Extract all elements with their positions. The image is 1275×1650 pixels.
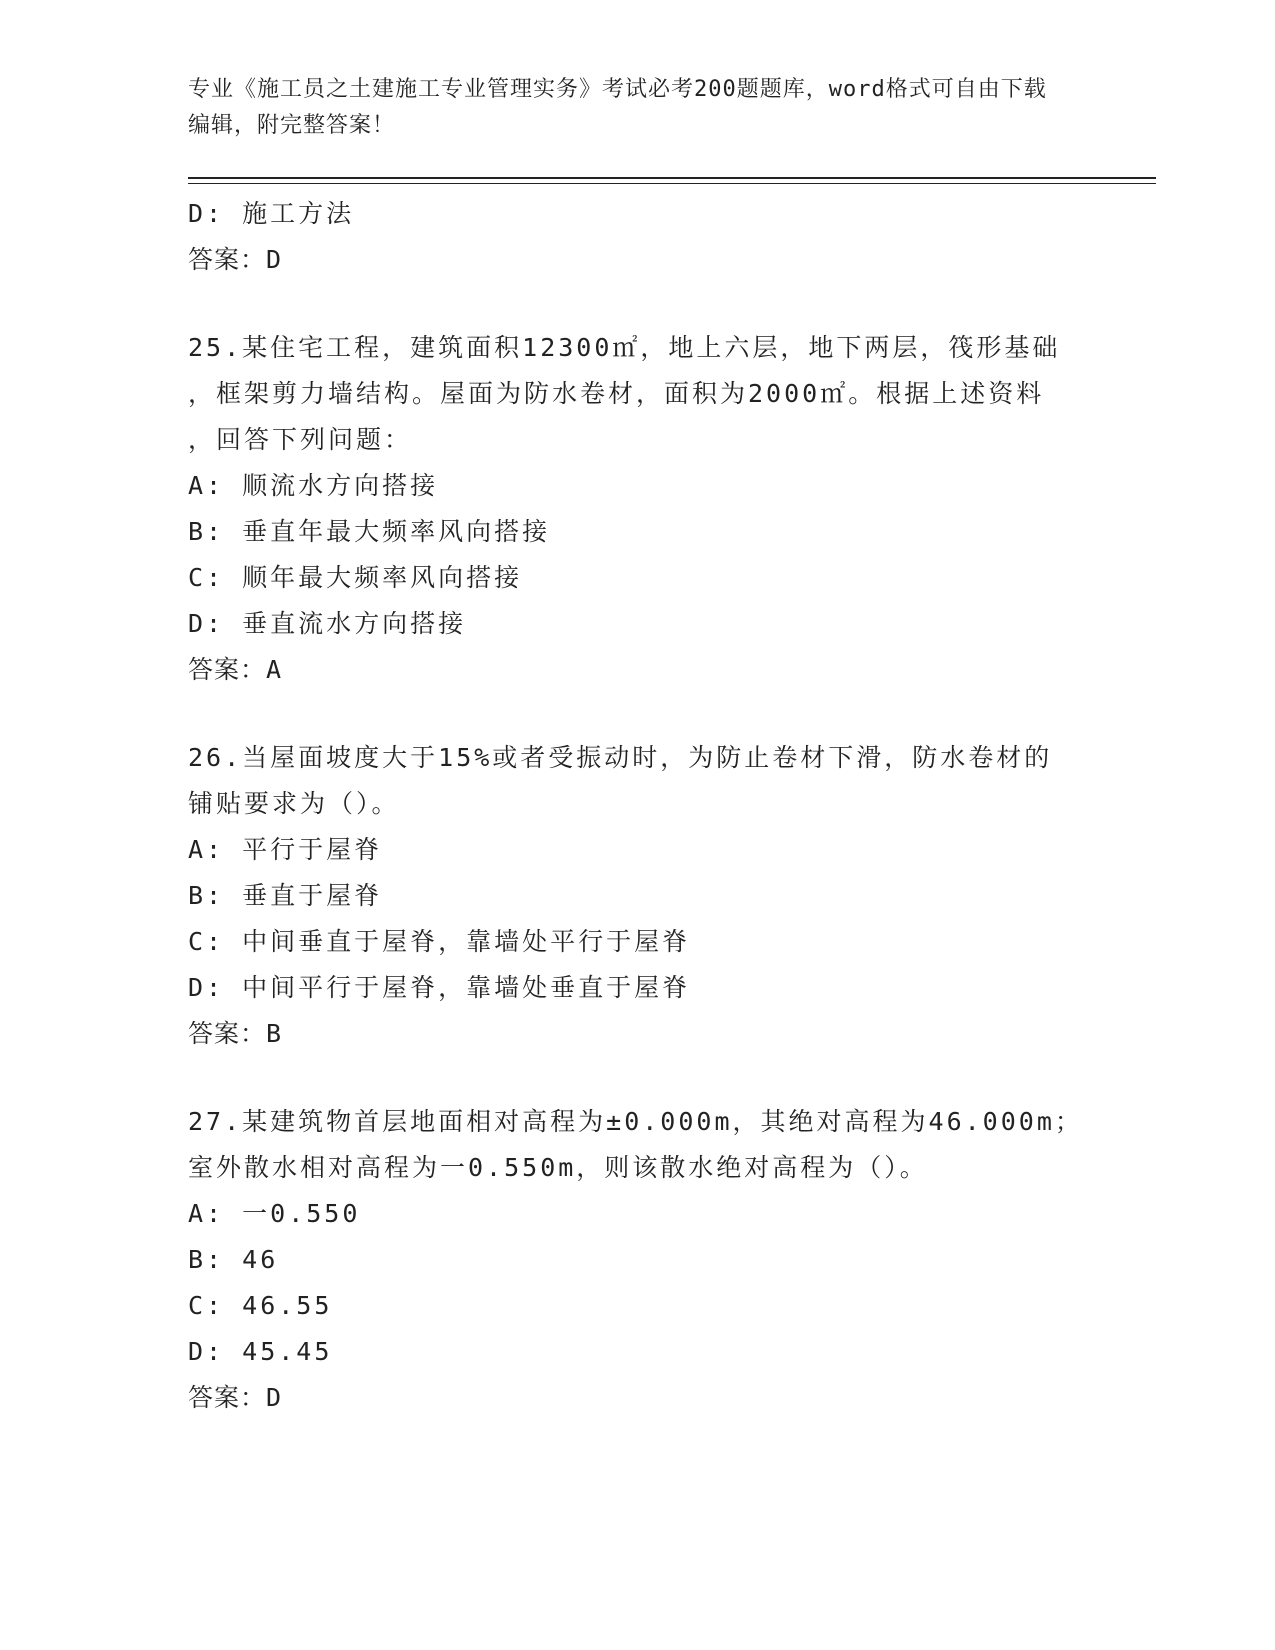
- question-stem: 铺贴要求为（）。: [188, 789, 400, 818]
- question-stem: ，回答下列问题：: [188, 425, 413, 454]
- option-d: D: 施工方法: [188, 199, 355, 228]
- option-b: B: 46: [188, 1245, 279, 1274]
- spacer: [188, 1057, 1088, 1099]
- option-d: D: 45.45: [188, 1337, 333, 1366]
- document-header: 专业《施工员之土建施工专业管理实务》考试必考200题题库，word格式可自由下载编辑，附完整答案！: [188, 77, 1047, 138]
- option-b: B: 垂直年最大频率风向搭接: [188, 517, 551, 546]
- option-a: A: 顺流水方向搭接: [188, 471, 439, 500]
- question-26: [188, 735, 1088, 1057]
- header-divider-thin: [188, 183, 1156, 184]
- answer-line: 答案：D: [188, 245, 283, 274]
- spacer: [188, 283, 1088, 325]
- option-a: A: 平行于屋脊: [188, 835, 383, 864]
- document-content: [188, 191, 1088, 1421]
- answer-line: 答案：B: [188, 1019, 283, 1048]
- question-27: [188, 1099, 1088, 1421]
- question-stem: 27.某建筑物首层地面相对高程为±0.000m，其绝对高程为46.000m；: [188, 1107, 1083, 1136]
- question-25: [188, 325, 1088, 693]
- question-stem: 26.当屋面坡度大于15%或者受振动时，为防止卷材下滑，防水卷材的: [188, 743, 1053, 772]
- answer-line: 答案：D: [188, 1383, 283, 1412]
- question-stem: ，框架剪力墙结构。屋面为防水卷材，面积为2000㎡。根据上述资料: [188, 379, 1045, 408]
- option-a: A: 一0.550: [188, 1199, 361, 1228]
- answer-line: 答案：A: [188, 655, 283, 684]
- option-d: D: 垂直流水方向搭接: [188, 609, 467, 638]
- option-d: D: 中间平行于屋脊，靠墙处垂直于屋脊: [188, 973, 691, 1002]
- question-stem: 25.某住宅工程，建筑面积12300㎡，地上六层，地下两层，筏形基础: [188, 333, 1061, 362]
- option-b: B: 垂直于屋脊: [188, 881, 383, 910]
- option-c: C: 中间垂直于屋脊，靠墙处平行于屋脊: [188, 927, 691, 956]
- header-divider-thick: [188, 177, 1156, 179]
- spacer: [188, 693, 1088, 735]
- option-c: C: 顺年最大频率风向搭接: [188, 563, 523, 592]
- question-continued: [188, 191, 1088, 283]
- option-c: C: 46.55: [188, 1291, 333, 1320]
- question-stem: 室外散水相对高程为一0.550m，则该散水绝对高程为（）。: [188, 1153, 928, 1182]
